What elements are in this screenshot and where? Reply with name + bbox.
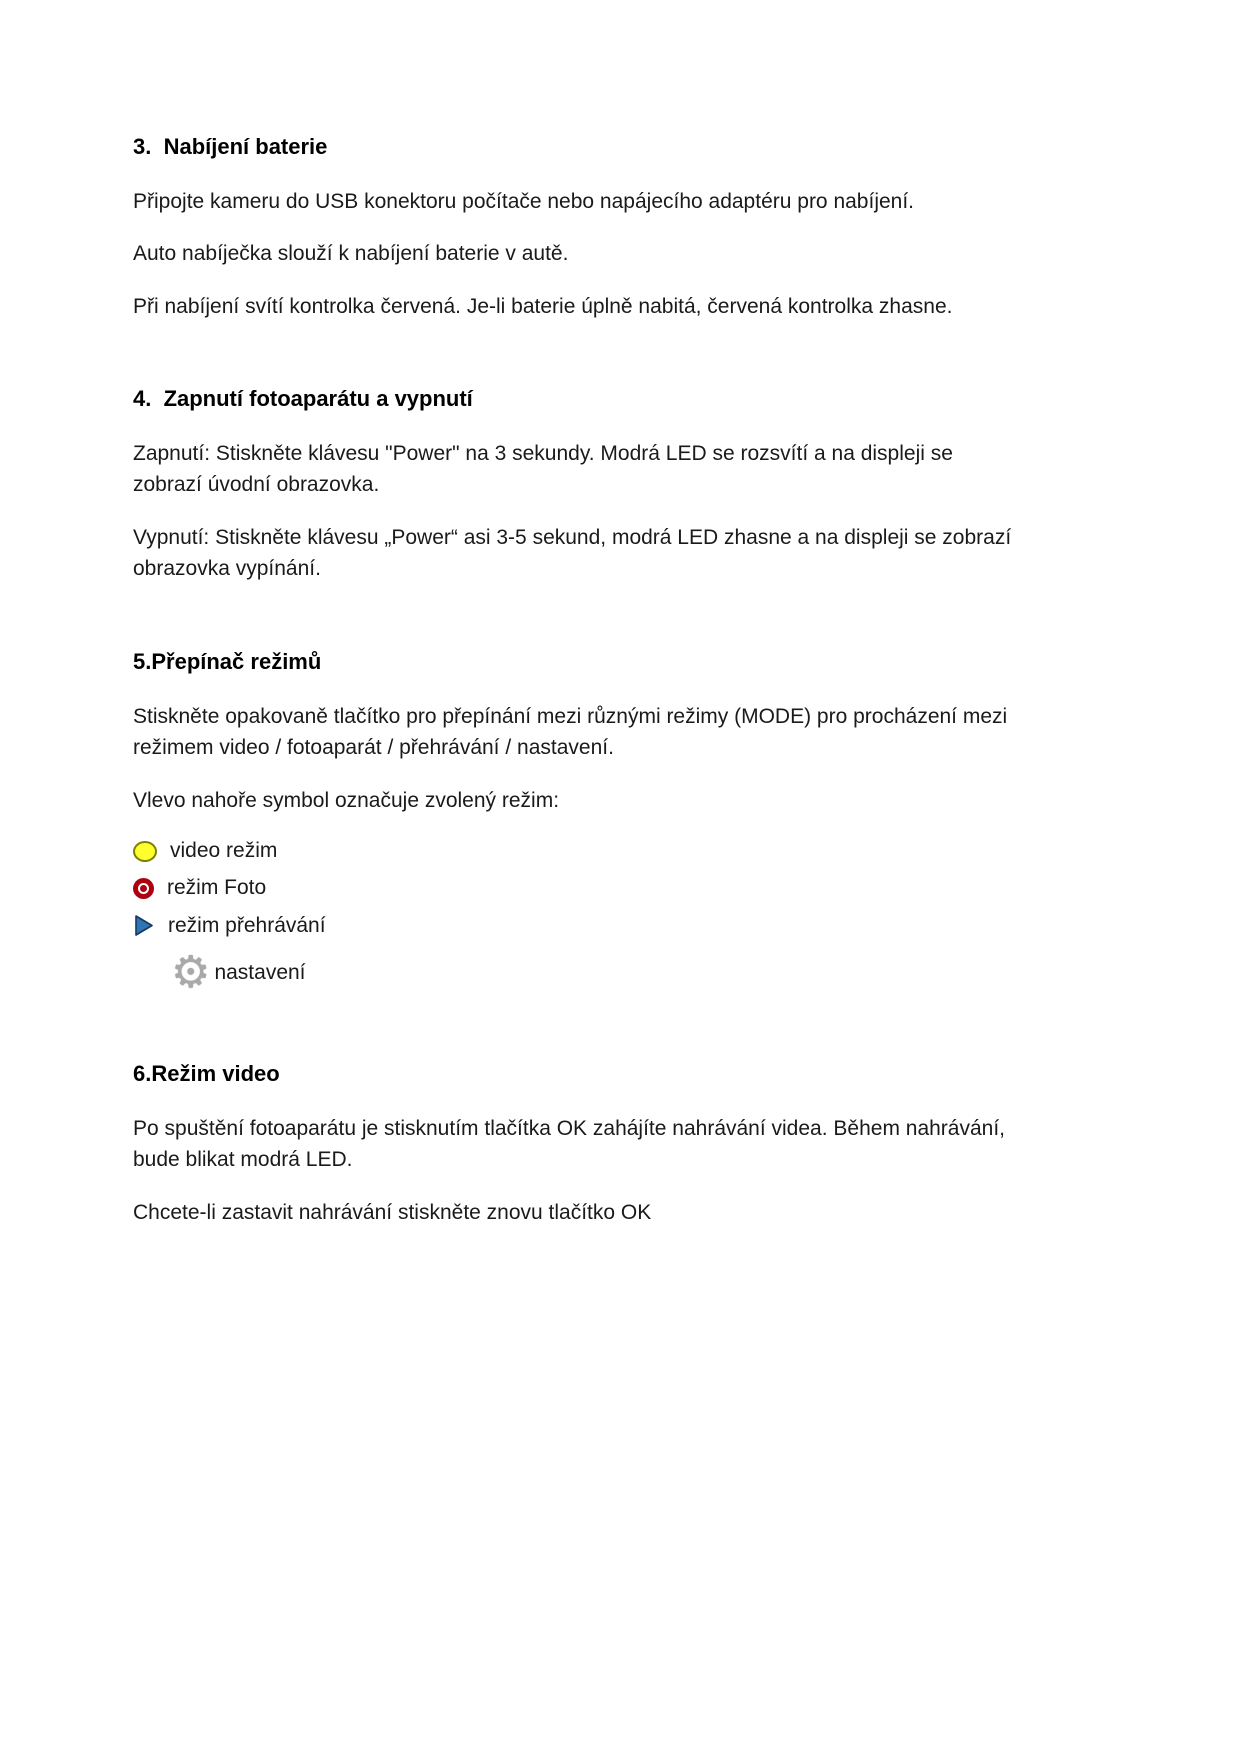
mode-label: nastavení bbox=[214, 960, 306, 984]
mode-list-item-playback bbox=[133, 912, 1015, 940]
settings-gear-icon: ⚙ bbox=[171, 948, 211, 998]
paragraph: Zapnutí: Stiskněte klávesu "Power" na 3 sekundy. Modrá LED se rozsvítí a na displeji se zobrazí úvodní obrazovka. bbox=[133, 441, 959, 497]
paragraph: Vypnutí: Stiskněte klávesu „Power“ asi 3-5 sekund, modrá LED zhasne a na displeji se zobrazí obrazovka vypínání. bbox=[133, 525, 1018, 581]
paragraph: Stiskněte opakovaně tlačítko pro přepínání mezi různými režimy (MODE) pro procházení mezi režimem video / fotoaparát / přehrávání / nastavení. bbox=[133, 704, 1014, 760]
mode-list-item-video bbox=[133, 837, 1015, 865]
section-heading: 5.Přepínač režimů bbox=[133, 648, 322, 674]
mode-label: video režim bbox=[170, 839, 278, 863]
paragraph: Vlevo nahoře symbol označuje zvolený režim: bbox=[133, 788, 560, 812]
paragraph: Při nabíjení svítí kontrolka červená. Je-li baterie úplně nabitá, červená kontrolka zhasne. bbox=[133, 294, 953, 318]
mode-label: režim přehrávání bbox=[168, 913, 326, 937]
section-heading: 3. Nabíjení baterie bbox=[133, 134, 328, 159]
section-power-on-off bbox=[133, 384, 1018, 585]
mode-list-item-settings bbox=[171, 949, 1015, 997]
section-battery-charging bbox=[133, 132, 1015, 322]
section-video-mode bbox=[133, 1059, 1015, 1228]
photo-mode-icon bbox=[133, 878, 154, 899]
mode-list bbox=[133, 837, 1015, 997]
paragraph: Po spuštění fotoaparátu je stisknutím tlačítka OK zahájíte nahrávání videa. Během nahrávání, bude blikat modrá LED. bbox=[133, 1116, 1011, 1172]
paragraph: Připojte kameru do USB konektoru počítače nebo napájecího adaptéru pro nabíjení. bbox=[133, 189, 915, 213]
section-heading: 4. Zapnutí fotoaparátu a vypnutí bbox=[133, 386, 473, 412]
mode-label: režim Foto bbox=[167, 876, 267, 900]
paragraph: Chcete-li zastavit nahrávání stiskněte znovu tlačítko OK bbox=[133, 1200, 652, 1224]
video-mode-icon bbox=[133, 841, 157, 862]
playback-mode-icon bbox=[133, 914, 155, 937]
section-mode-switch bbox=[133, 647, 1015, 997]
mode-list-item-photo bbox=[133, 874, 1015, 902]
section-heading: 6.Režim video bbox=[133, 1061, 280, 1087]
paragraph: Auto nabíječka slouží k nabíjení baterie v autě. bbox=[133, 242, 569, 266]
